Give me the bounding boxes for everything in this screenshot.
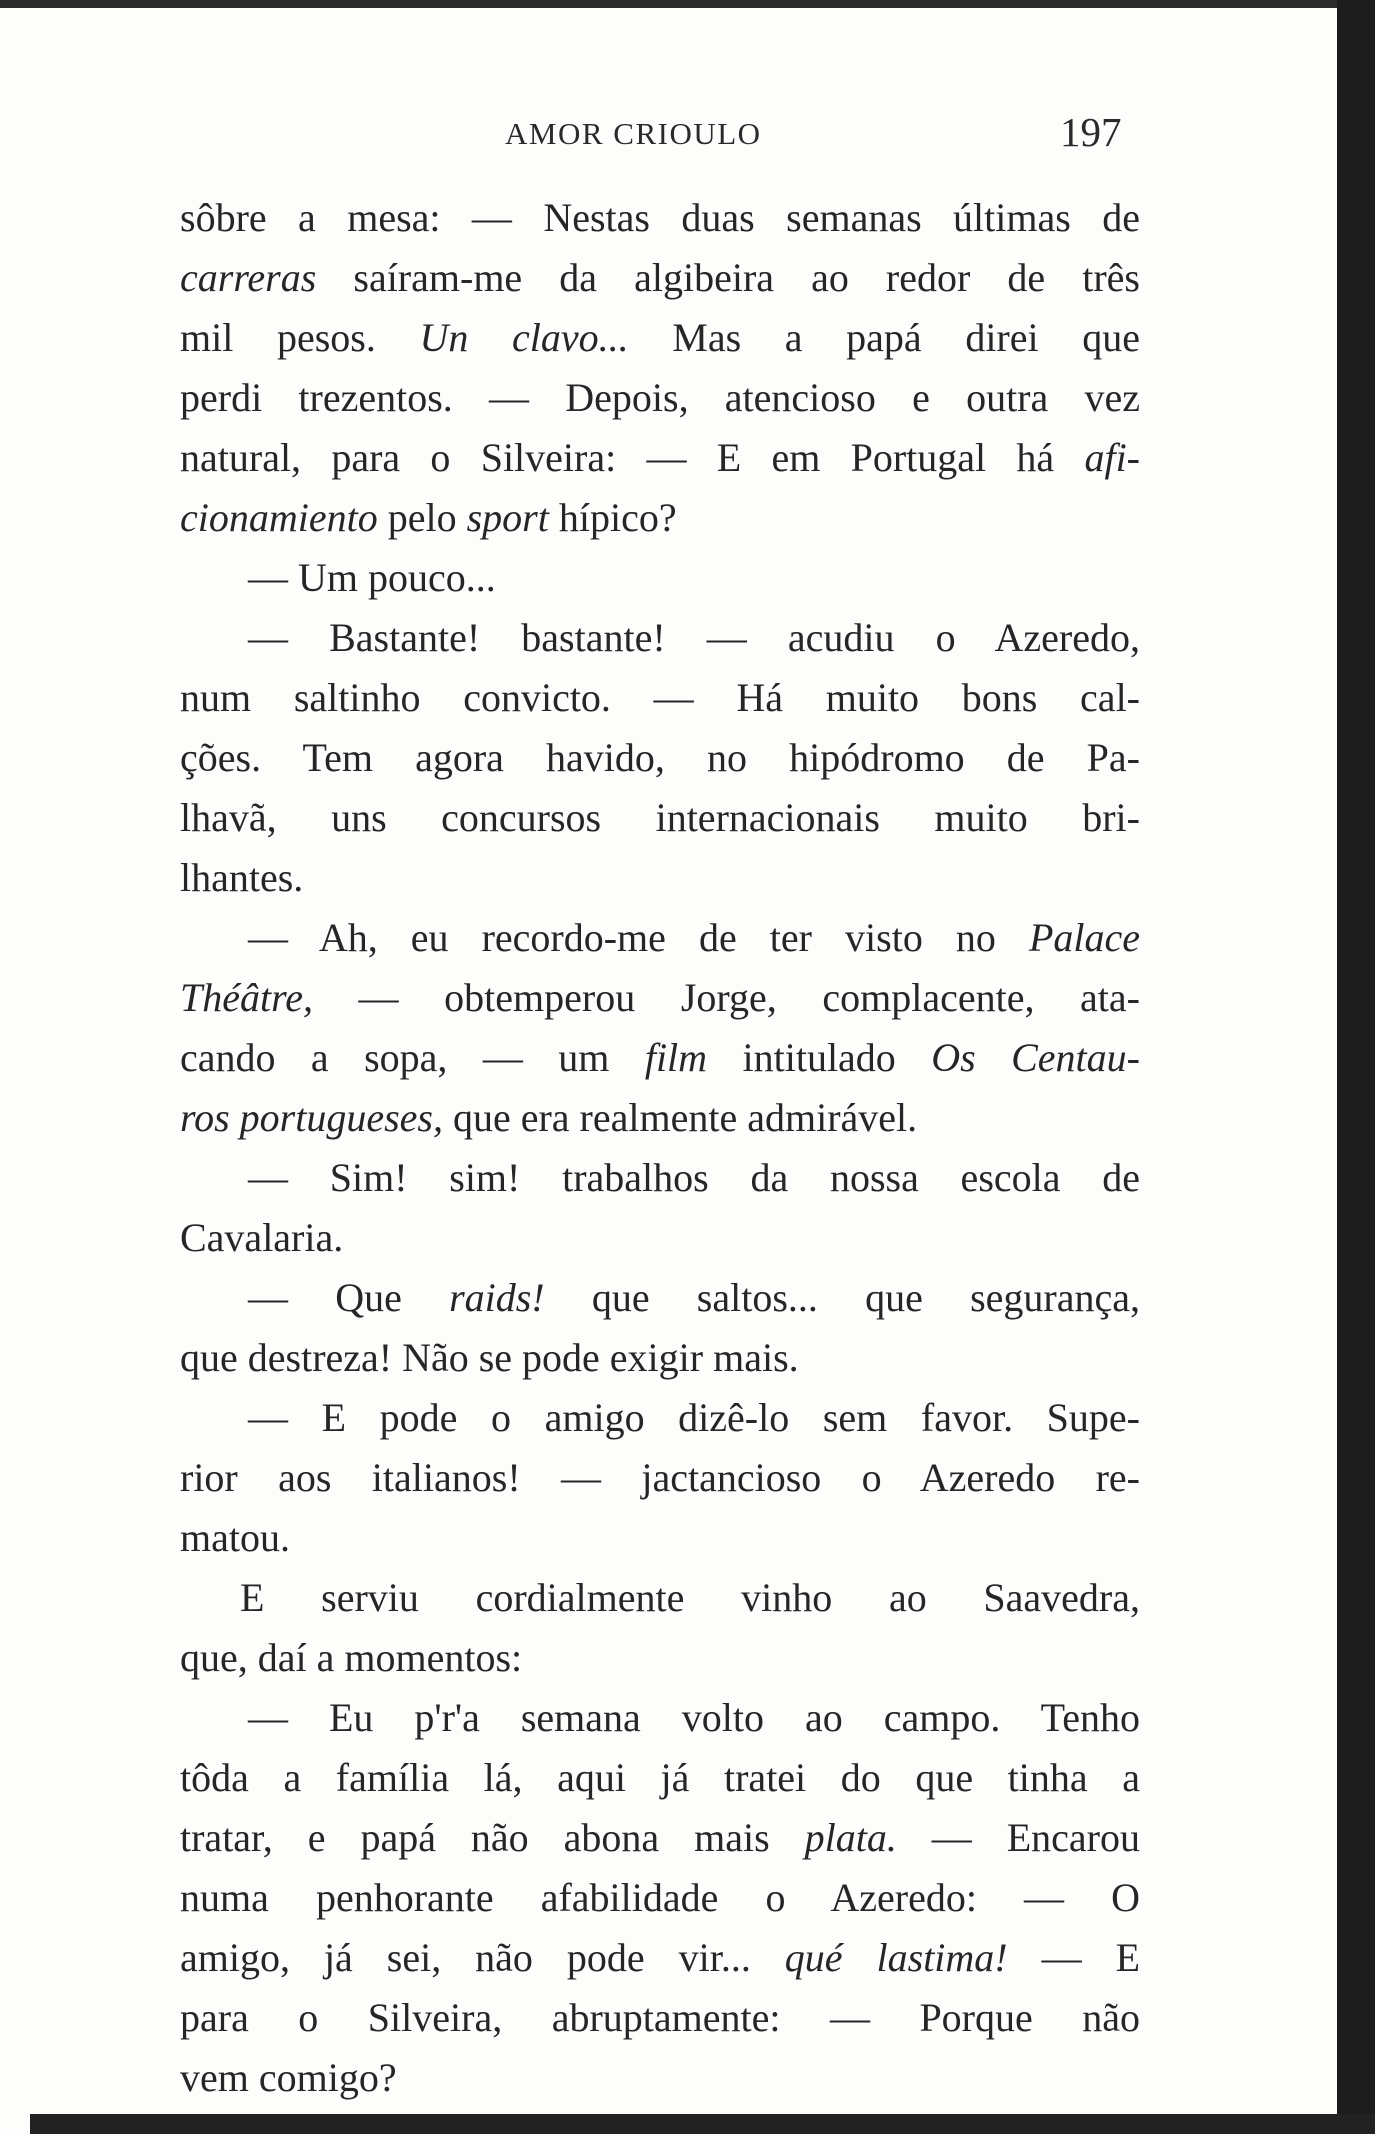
text-line: — Que raids! que saltos... que segurança, <box>248 1275 1140 1320</box>
scan-top-edge <box>0 0 1375 8</box>
text-line: rior aos italianos! — jactancioso o Azeredo re- <box>180 1455 1140 1500</box>
italic-term: qué lastima! <box>784 1935 1008 1980</box>
italic-term: carreras <box>180 255 317 300</box>
text-line: mil pesos. Un clavo... Mas a papá direi que <box>180 315 1140 360</box>
text-line: — Bastante! bastante! — acudiu o Azeredo, <box>248 615 1140 660</box>
text-line: que, daí a momentos: <box>180 1635 523 1680</box>
text-line: — Ah, eu recordo-me de ter visto no Palace <box>248 915 1140 960</box>
italic-term: sport <box>466 495 549 540</box>
text-line: perdi trezentos. — Depois, atencioso e outra vez <box>180 375 1140 420</box>
text-line: Cavalaria. <box>180 1215 344 1260</box>
scan-right-edge <box>1337 0 1375 2134</box>
italic-term: cionamiento <box>180 495 378 540</box>
page-number: 197 <box>1060 109 1122 155</box>
text-line: Théâtre, — obtemperou Jorge, complacente, ata- <box>180 975 1140 1020</box>
text-line: E serviu cordialmente vinho ao Saavedra, <box>240 1575 1140 1620</box>
text-line: carreras saíram-me da algibeira ao redor de três <box>180 255 1140 300</box>
italic-term: afi- <box>1084 435 1140 480</box>
text-line: natural, para o Silveira: — E em Portugal há afi- <box>180 435 1140 480</box>
text-body <box>180 188 1140 2108</box>
text-line: — E pode o amigo dizê-lo sem favor. Supe- <box>248 1395 1140 1440</box>
italic-term: Os Centau- <box>931 1035 1140 1080</box>
text-line: vem comigo? <box>180 2055 397 2100</box>
text-line: para o Silveira, abruptamente: — Porque não <box>180 1995 1140 2040</box>
text-line: — Sim! sim! trabalhos da nossa escola de <box>248 1155 1140 1200</box>
text-line: amigo, já sei, não pode vir... qué lastima! — E <box>180 1935 1141 1980</box>
text-line: ros portugueses, que era realmente admirável. <box>180 1095 918 1140</box>
text-line: lhavã, uns concursos internacionais muito bri- <box>180 795 1140 840</box>
italic-term: film <box>644 1035 708 1080</box>
text-line: tôda a família lá, aqui já tratei do que tinha a <box>180 1755 1140 1800</box>
italic-term: raids! <box>449 1275 545 1320</box>
italic-term: Théâtre, <box>180 975 313 1020</box>
text-line: — Eu p'r'a semana volto ao campo. Tenho <box>248 1695 1140 1740</box>
running-title: AMOR CRIOULO <box>505 116 762 151</box>
text-line: matou. <box>180 1515 290 1560</box>
italic-term: Palace <box>1028 915 1140 960</box>
text-line: cando a sopa, — um film intitulado Os Centau- <box>180 1035 1140 1080</box>
text-line: cionamiento pelo sport hípico? <box>180 495 677 540</box>
running-head <box>0 108 1375 158</box>
italic-term: ros portugueses, <box>180 1095 443 1140</box>
italic-term: Un clavo... <box>419 315 629 360</box>
text-line: que destreza! Não se pode exigir mais. <box>180 1335 799 1380</box>
italic-term: plata. <box>804 1815 897 1860</box>
text-line: — Um pouco... <box>248 555 496 600</box>
text-line: sôbre a mesa: — Nestas duas semanas últimas de <box>180 195 1140 240</box>
scan-bottom-edge <box>30 2114 1375 2134</box>
text-line: ções. Tem agora havido, no hipódromo de Pa- <box>180 735 1140 780</box>
text-line: lhantes. <box>180 855 304 900</box>
text-line: numa penhorante afabilidade o Azeredo: — O <box>180 1875 1140 1920</box>
text-line: num saltinho convicto. — Há muito bons cal- <box>180 675 1140 720</box>
text-line: tratar, e papá não abona mais plata. — Encarou <box>180 1815 1141 1860</box>
